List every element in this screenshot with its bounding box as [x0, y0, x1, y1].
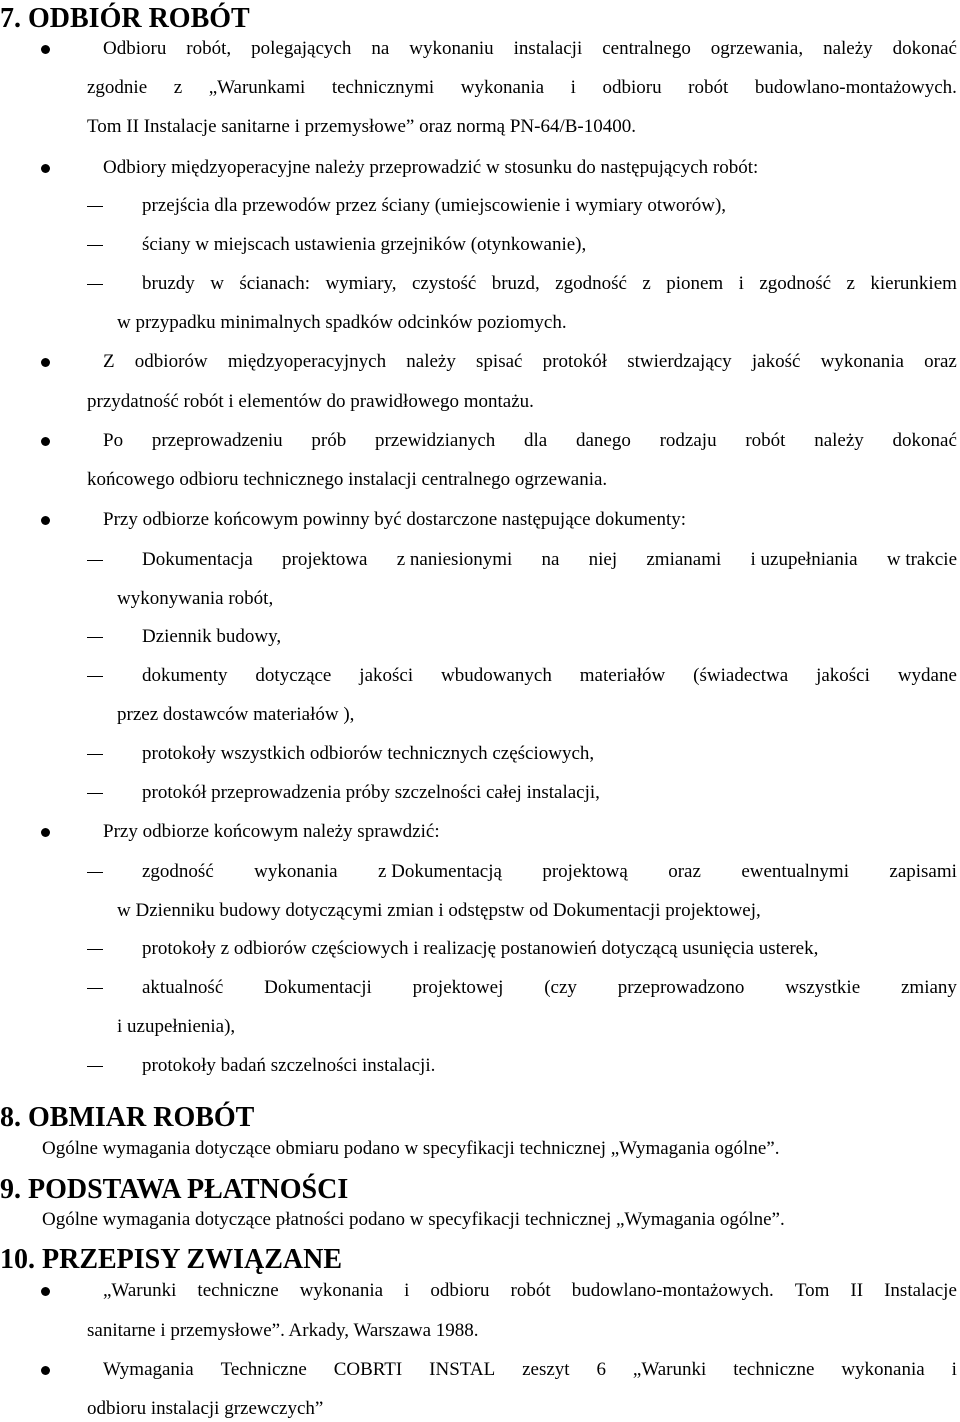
word: aktualność [142, 977, 224, 998]
section-8-heading: 8. OBMIAR ROBÓT [0, 1102, 255, 1133]
s7-b6-dash1-cont: w Dzienniku budowy dotyczącymi zmian i odstępstw od Dokumentacji projektowej, [117, 900, 761, 921]
s7-b5-dash1 [142, 549, 957, 571]
word: odbiorów [134, 351, 208, 372]
word: protokół [542, 351, 608, 372]
word: rodzaju [659, 430, 717, 451]
word: Z [103, 351, 115, 372]
word: Odbioru [103, 38, 167, 59]
word: „Warunki [103, 1280, 177, 1301]
word: spisać [476, 351, 523, 372]
word: odbioru [430, 1280, 490, 1301]
word: dla [524, 430, 548, 451]
word: wydane [897, 665, 957, 686]
word: prób [311, 430, 347, 451]
s7-b6-dash4: protokoły badań szczelności instalacji. [142, 1055, 436, 1076]
word: stwierdzający [627, 351, 732, 372]
s7-b5-dash5: protokół przeprowadzenia próby szczelności całej instalacji, [142, 782, 600, 803]
word: ścianach: [239, 273, 311, 294]
word: Wymagania [103, 1359, 194, 1380]
word: Dokumentacji [264, 977, 372, 998]
s7-b5-dash1-cont: wykonywania robót, [117, 588, 274, 609]
word: zapisami [889, 861, 957, 882]
word: zgodność [759, 273, 832, 294]
s7-b2-dash3 [142, 273, 957, 295]
s7-b6-dash3-cont: i uzupełnienia), [117, 1016, 236, 1037]
word: z [642, 273, 651, 294]
word: przeprowadzono [617, 977, 745, 998]
word: odbioru [602, 77, 662, 98]
bullet-icon [41, 45, 50, 54]
section-10-heading: 10. PRZEPISY ZWIĄZANE [0, 1244, 343, 1275]
s7-b6-dash3 [142, 977, 957, 999]
word: ewentualnymi [741, 861, 849, 882]
word: i [951, 1359, 957, 1380]
s7-b5-dash4: protokoły wszystkich odbiorów technicznych częściowych, [142, 743, 595, 764]
word: wykonania [254, 861, 338, 882]
word: jakość [751, 351, 801, 372]
word: „Warunki [632, 1359, 707, 1380]
word: na [541, 549, 560, 570]
dash-icon [87, 1066, 103, 1067]
s7-b6-dash2: protokoły z odbiorów częściowych i realizację postanowień dotyczącą usunięcia usterek, [142, 938, 819, 959]
word: techniczne [733, 1359, 815, 1380]
s7-b2-line1: Odbiory międzyoperacyjne należy przeprowadzić w stosunku do następujących robót: [103, 157, 759, 178]
word: należy [406, 351, 456, 372]
dash-icon [87, 793, 103, 794]
word: wykonania [820, 351, 904, 372]
word: II [850, 1280, 864, 1301]
word: „Warunkami [208, 77, 306, 98]
word: wykonania [841, 1359, 925, 1380]
word: Dokumentacja [142, 549, 253, 570]
word: polegających [251, 38, 352, 59]
dash-icon [87, 949, 103, 950]
dash-icon [87, 872, 103, 873]
s10-b2-line1 [103, 1359, 957, 1381]
s7-b3-line2: przydatność robót i elementów do prawidłowego montażu. [87, 391, 534, 412]
s7-b3-line1 [103, 351, 957, 373]
dash-icon [87, 284, 103, 285]
word: projektową [542, 861, 628, 882]
s7-b5-line1: Przy odbiorze końcowym powinny być dostarczone następujące dokumenty: [103, 509, 687, 530]
bullet-icon [41, 164, 50, 173]
s7-b6-dash1 [142, 861, 957, 883]
word: centralnego [602, 38, 691, 59]
s7-b6-line1: Przy odbiorze końcowym należy sprawdzić: [103, 821, 440, 842]
word: wykonania [460, 77, 545, 98]
word: (świadectwa [693, 665, 789, 686]
dash-icon [87, 988, 103, 989]
s7-b4-line2: końcowego odbioru technicznego instalacji centralnego ogrzewania. [87, 469, 608, 490]
s10-b1-line2: sanitarne i przemysłowe”. Arkady, Warszawa 1988. [87, 1320, 479, 1341]
s7-b5-dash3 [142, 665, 957, 687]
section-7-heading: 7. ODBIÓR ROBÓT [0, 3, 250, 34]
word: zeszyt [522, 1359, 570, 1380]
section-9-text: Ogólne wymagania dotyczące płatności podano w specyfikacji technicznej „Wymagania ogólne”. [42, 1209, 785, 1230]
word: danego [575, 430, 631, 451]
dash-icon [87, 754, 103, 755]
word: przewidzianych [374, 430, 496, 451]
bullet-icon [41, 437, 50, 446]
word: dokumenty [142, 665, 228, 686]
word: robót, [186, 38, 232, 59]
word: wszystkie [785, 977, 861, 998]
word: z [846, 273, 855, 294]
word: z naniesionymi [396, 549, 513, 570]
word: technicznymi [331, 77, 435, 98]
s7-b2-dash2: ściany w miejscach ustawienia grzejników (otynkowanie), [142, 234, 587, 255]
word: na [371, 38, 390, 59]
s7-b2-dash3-cont: w przypadku minimalnych spadków odcinków poziomych. [117, 312, 567, 333]
word: zmianami [646, 549, 722, 570]
s7-b1-line2 [87, 77, 957, 99]
word: międzyoperacyjnych [227, 351, 387, 372]
word: wymiary, [325, 273, 397, 294]
word: oraz [668, 861, 701, 882]
word: (czy [544, 977, 577, 998]
word: ogrzewania, [710, 38, 804, 59]
word: niej [588, 549, 618, 570]
word: i [738, 273, 744, 294]
word: z [173, 77, 183, 98]
dash-icon [87, 560, 103, 561]
word: bruzd, [491, 273, 540, 294]
word: dokonać [892, 38, 957, 59]
word: kierunkiem [870, 273, 957, 294]
word: instalacji [513, 38, 583, 59]
word: materiałów [579, 665, 666, 686]
word: czystość [411, 273, 477, 294]
word: przeprowadzeniu [151, 430, 283, 451]
word: dokonać [892, 430, 957, 451]
word: Instalacje [884, 1280, 957, 1301]
word: bruzdy [142, 273, 195, 294]
word: dotyczące [255, 665, 332, 686]
bullet-icon [41, 828, 50, 837]
word: Tom [794, 1280, 830, 1301]
dash-icon [87, 676, 103, 677]
word: zgodnie [87, 77, 148, 98]
bullet-icon [41, 516, 50, 525]
word: oraz [924, 351, 957, 372]
word: techniczne [197, 1280, 279, 1301]
word: w [210, 273, 224, 294]
word: robót [688, 77, 729, 98]
s10-b1-line1 [103, 1280, 957, 1302]
s7-b5-dash2: Dziennik budowy, [142, 626, 282, 647]
word: INSTAL [429, 1359, 496, 1380]
word: pionem [666, 273, 724, 294]
word: Po [103, 430, 124, 451]
word: zmiany [900, 977, 957, 998]
word: należy [814, 430, 864, 451]
word: COBRTI [333, 1359, 403, 1380]
word: wbudowanych [441, 665, 552, 686]
word: projektowa [282, 549, 368, 570]
word: wykonania [299, 1280, 384, 1301]
s10-b2-line2: odbioru instalacji grzewczych” [87, 1398, 324, 1419]
dash-icon [87, 245, 103, 246]
word: należy [823, 38, 873, 59]
word: jakości [816, 665, 870, 686]
word: Techniczne [220, 1359, 307, 1380]
s7-b4-line1 [103, 430, 957, 452]
bullet-icon [41, 1287, 50, 1296]
word: zgodność [142, 861, 214, 882]
word: i uzupełniania [750, 549, 858, 570]
word: robót [510, 1280, 551, 1301]
word: i [404, 1280, 410, 1301]
word: projektowej [412, 977, 504, 998]
word: i [570, 77, 576, 98]
bullet-icon [41, 1366, 50, 1375]
s7-b1-line3: Tom II Instalacje sanitarne i przemysłowe” oraz normą PN-64/B-10400. [87, 116, 636, 137]
section-9-heading: 9. PODSTAWA PŁATNOŚCI [0, 1174, 349, 1205]
dash-icon [87, 206, 103, 207]
word: robót [745, 430, 786, 451]
s7-b5-dash3-cont: przez dostawców materiałów ), [117, 704, 355, 725]
dash-icon [87, 637, 103, 638]
word: jakości [359, 665, 414, 686]
word: wykonaniu [409, 38, 494, 59]
bullet-icon [41, 358, 50, 367]
word: zgodność [555, 273, 627, 294]
word: w trakcie [886, 549, 957, 570]
word: budowlano-montażowych. [754, 77, 957, 98]
section-8-text: Ogólne wymagania dotyczące obmiaru podano w specyfikacji technicznej „Wymagania ogólne”. [42, 1138, 780, 1159]
word: budowlano-montażowych. [571, 1280, 774, 1301]
s7-b2-dash1: przejścia dla przewodów przez ściany (umiejscowienie i wymiary otworów), [142, 195, 727, 216]
word: z Dokumentacją [377, 861, 502, 882]
s7-b1-line1 [103, 38, 957, 60]
word: 6 [596, 1359, 606, 1380]
